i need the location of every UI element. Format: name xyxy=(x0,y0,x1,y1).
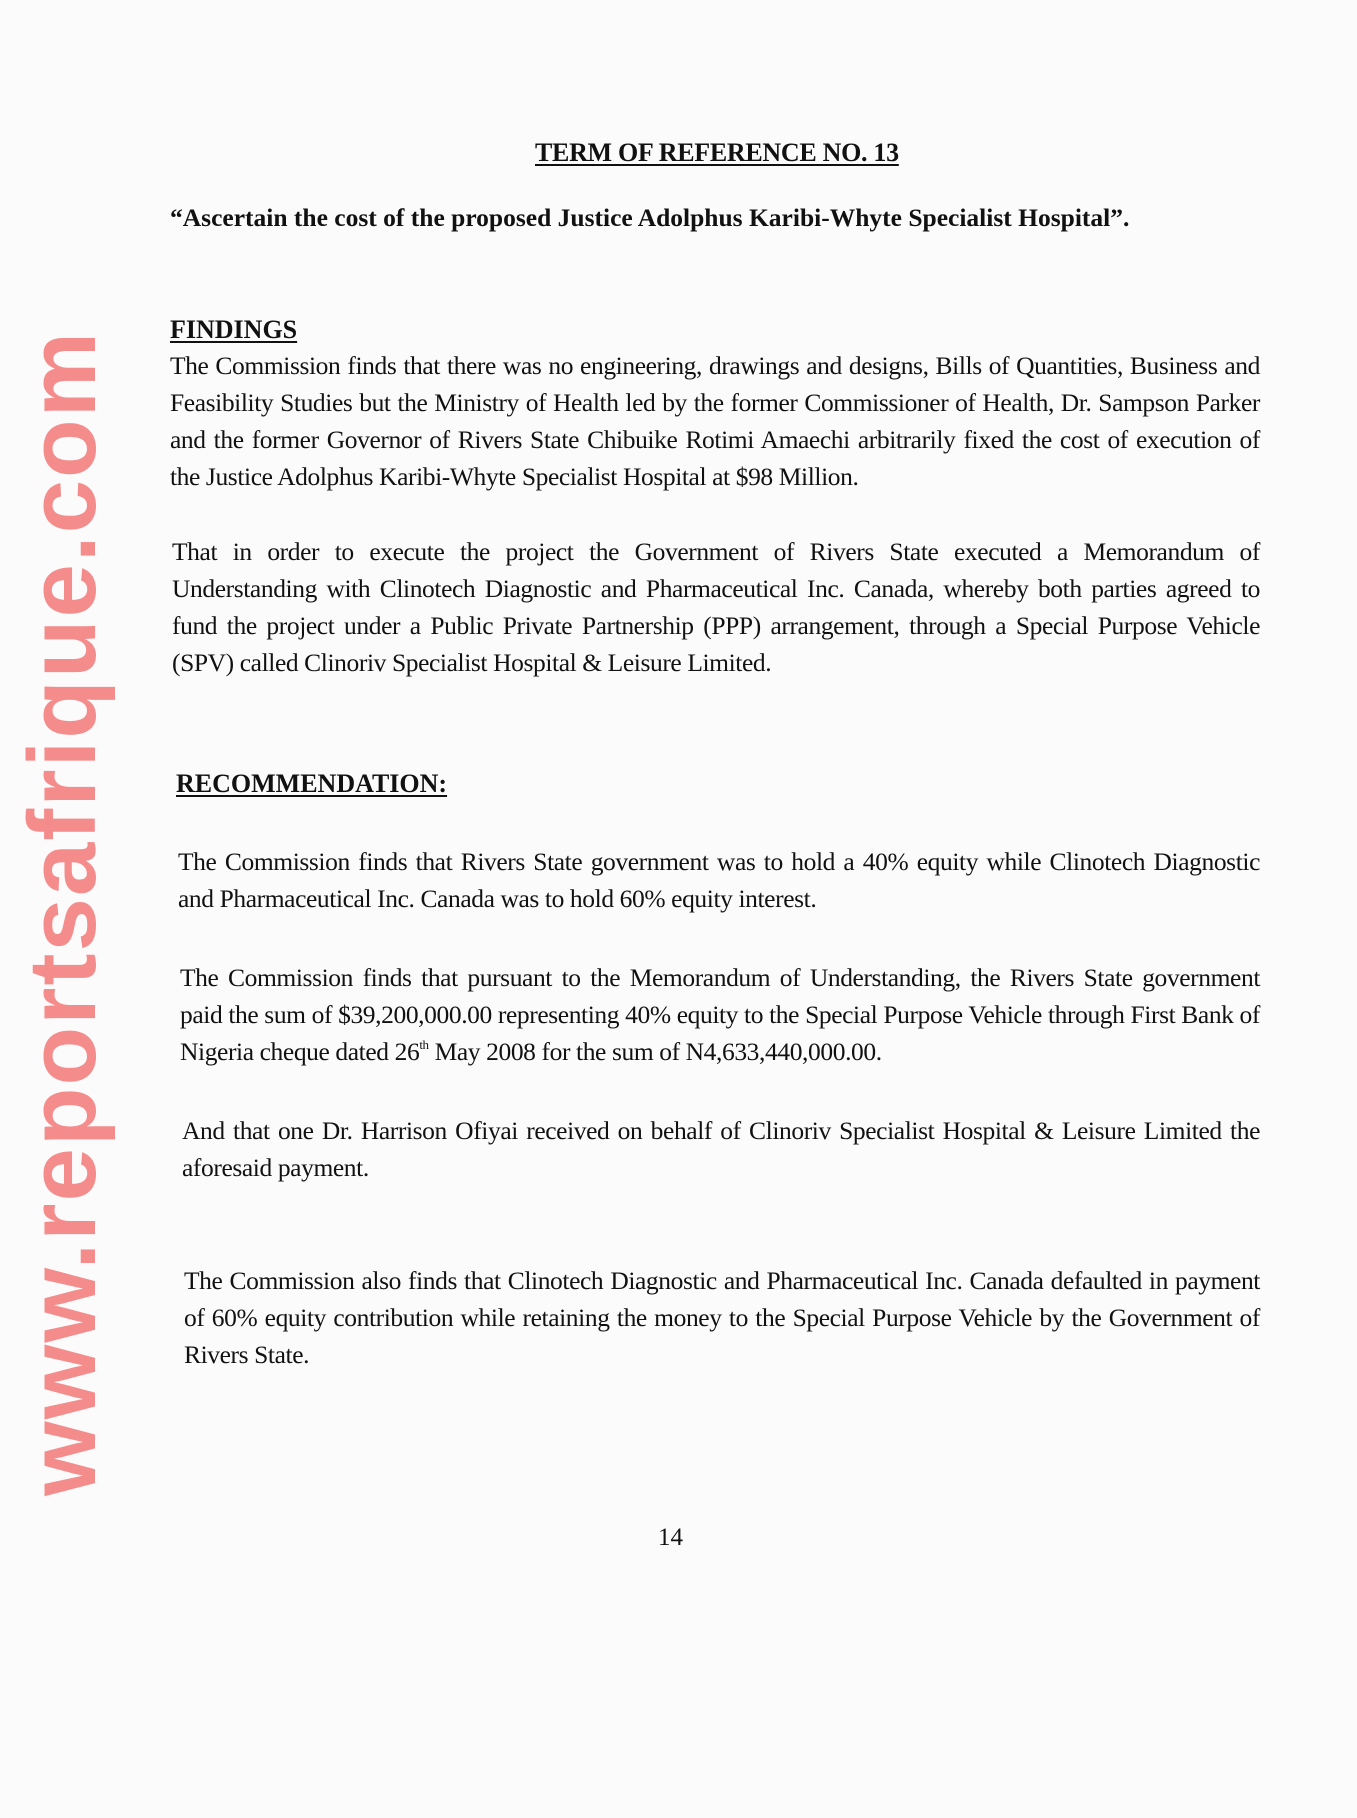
document-title: TERM OF REFERENCE NO. 13 xyxy=(535,138,899,167)
findings-paragraph-1: The Commission finds that there was no engineering, drawings and designs, Bills of Quantities, Business and Feasibility Studies but the Ministry of Health led by the former Commissioner of Health, Dr. Sampson Parker and the former Governor of Rivers State Chibuike Rotimi Amaechi arbitrarily fixed the cost of execution of the Justice Adolphus Karibi-Whyte Specialist Hospital at $98 Million. xyxy=(170,351,1260,491)
findings-heading: FINDINGS xyxy=(170,315,298,344)
recommendation-heading: RECOMMENDATION: xyxy=(176,769,448,798)
payment-text-before: The Commission finds that pursuant to the Memorandum of Understanding, the Rivers State government paid the sum of $39,200,000.00 representing 40% equity to the Special Purpose Vehicle through First Bank of Nigeria cheque dated 26 xyxy=(180,963,1260,1066)
recommendation-paragraph-1: The Commission finds that Rivers State government was to hold a 40% equity while Clinotech Diagnostic and Pharmaceutical Inc. Canada was to hold 60% equity interest. xyxy=(178,847,1260,913)
recommendation-paragraph-3: And that one Dr. Harrison Ofiyai received on behalf of Clinoriv Specialist Hospital & Leisure Limited the aforesaid payment. xyxy=(182,1116,1260,1182)
payment-text-after: May 2008 for the sum of N4,633,440,000.00. xyxy=(428,1037,882,1066)
document-page xyxy=(170,0,1260,1613)
page-number: 14 xyxy=(658,1524,683,1551)
recommendation-paragraph-2 xyxy=(180,959,1260,1070)
watermark: www.reportsafrique.com xyxy=(9,330,116,1496)
term-of-reference-text: “Ascertain the cost of the proposed Justice Adolphus Karibi-Whyte Specialist Hospital”. xyxy=(170,203,1130,232)
recommendation-paragraph-4: The Commission also finds that Clinotech Diagnostic and Pharmaceutical Inc. Canada defaulted in payment of 60% equity contribution while retaining the money to the Special Purpose Vehicle by the Government of Rivers State. xyxy=(184,1266,1260,1369)
date-ordinal-suffix: th xyxy=(419,1037,429,1052)
findings-paragraph-2: That in order to execute the project the Government of Rivers State executed a Memorandum of Understanding with Clinotech Diagnostic and Pharmaceutical Inc. Canada, whereby both parties agreed to fund the project under a Public Private Partnership (PPP) arrangement, through a Special Purpose Vehicle (SPV) called Clinoriv Specialist Hospital & Leisure Limited. xyxy=(172,537,1260,677)
